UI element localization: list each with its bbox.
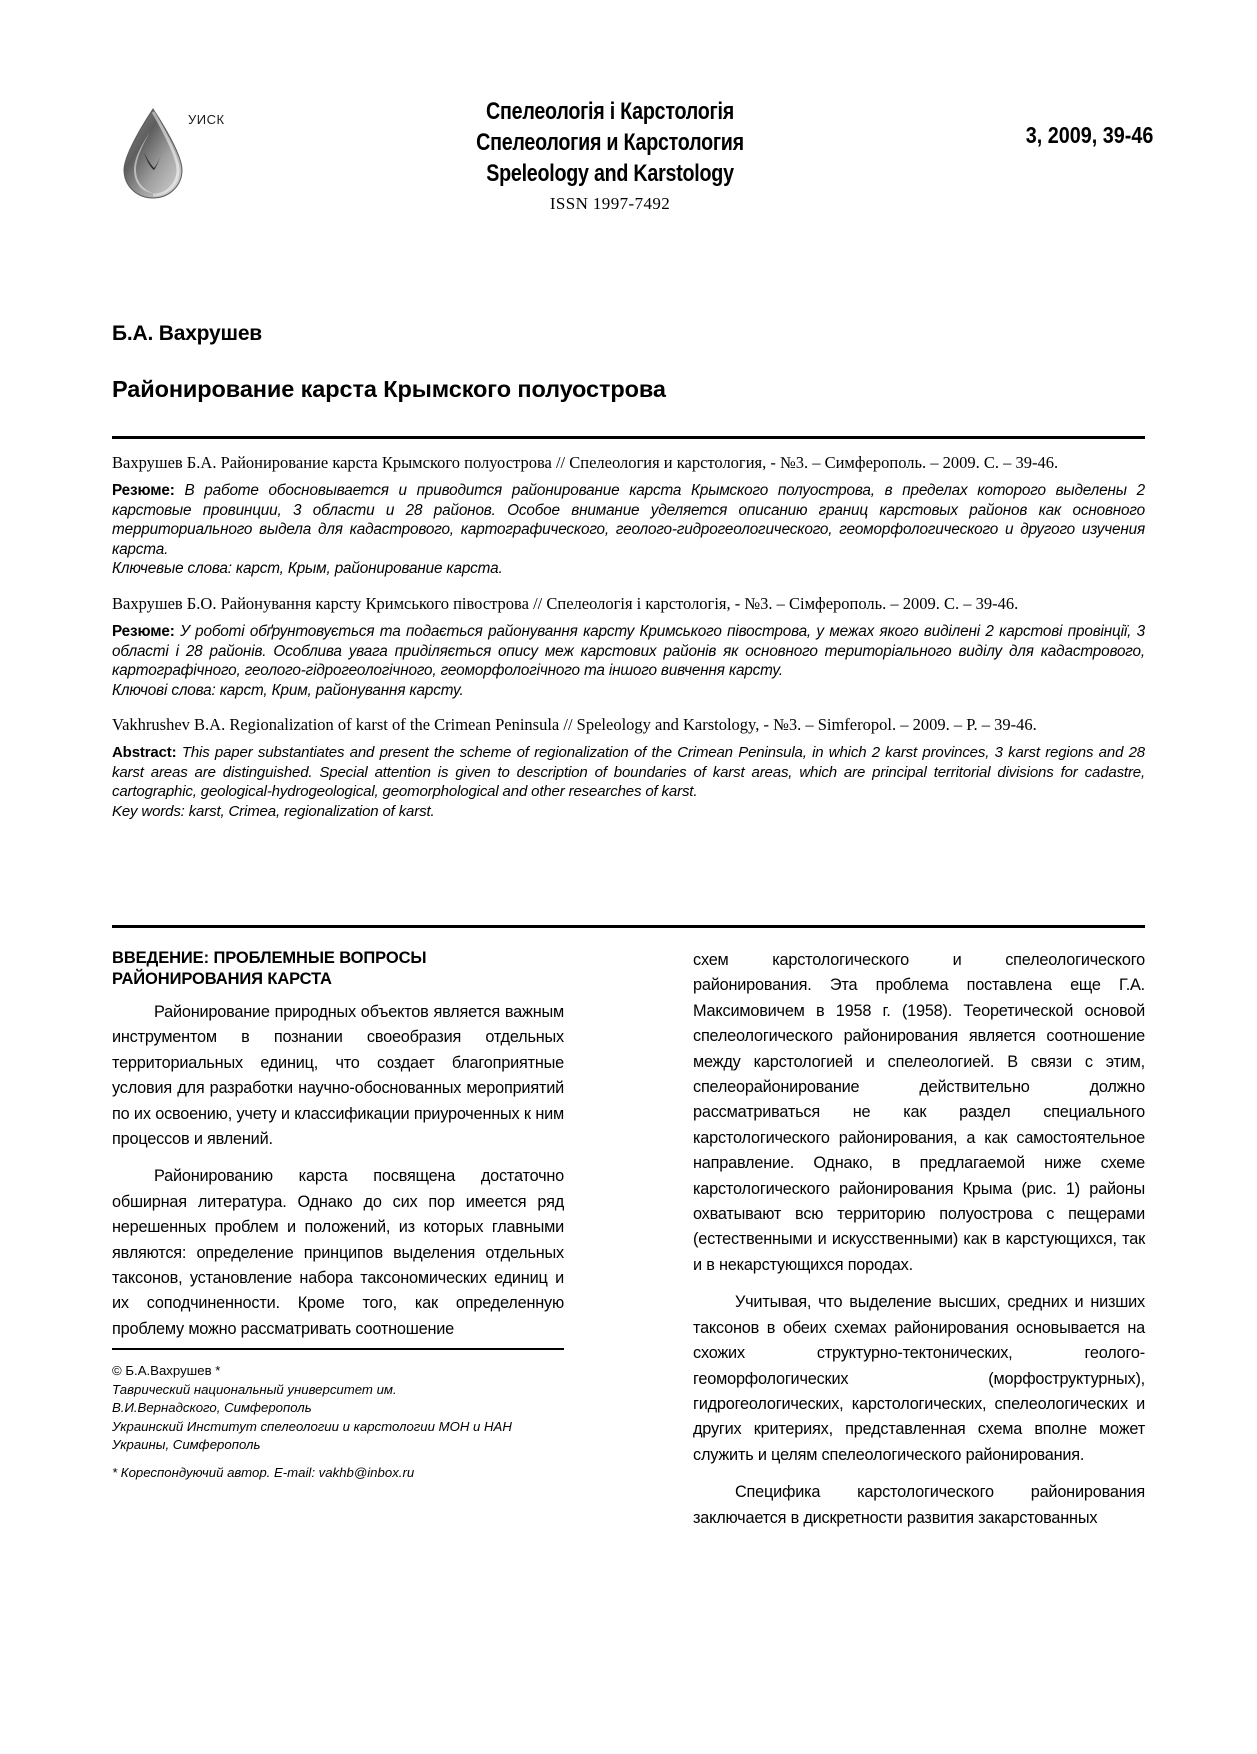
column-left [112,948,564,1354]
abstract-block-ru [112,452,1145,579]
keywords-uk: Ключові слова: карст, Крим, районування карсту. [112,681,464,699]
journal-title-ru: Спелеология и Карстология [476,129,744,156]
resume-text-uk: У роботі обґрунтовується та подається районування карсту Кримського півострова, у межах якого виділені 2 карстові провінції, 3 області і 28 районів. Особлива увага приділяється опису меж карстових районів як основного територіального виділу для кадастрового, картографічного, геолого-гідрогеологічного, геоморфологічного та іншого вивчення карсту. [112,622,1145,680]
journal-logo [112,94,242,206]
paragraph: схем карстологического и спелеологического районирования. Эта проблема поставлена еще Г.А. Максимовичем в 1958 г. (1958). Теоретической основой спелеологического районирования является соотношение между карстологией и спелеологией. В связи с этим, спелеорайонирование действительно должно рассматриваться не как раздел специального карстологического районирования, а как самостоятельное направление. Однако, в предлагаемой ниже схеме карстологического районирования Крыма (рис. 1) районы охватывают всю территорию полуострова с пещерами (естественными и искусственными) как в карстующихся, так и в некарстующихся породах. [693,951,1145,1274]
footnote-corresponding-author: * Кореспондуючий автор. E-mail: vakhb@inbox.ru [112,1464,415,1480]
journal-title-uk: Спелеологія і Карстологія [486,98,734,125]
footnote-affiliation-line1: Таврический национальный университет им. [112,1381,397,1397]
abstract-label-en: Abstract: [112,744,177,762]
journal-titles [330,96,890,214]
section-heading-introduction: ВВЕДЕНИЕ: ПРОБЛЕМНЫЕ ВОПРОСЫ РАЙОНИРОВАНИЯ КАРСТА [112,949,427,988]
abstract-text-en: This paper substantiates and present the scheme of regionalization of the Crimean Peninsula, in which 2 karst provinces, 3 karst regions and 28 karst areas are distinguished. Special attention is given to description of boundaries of karst areas, which are principal territorial divisions for cadastre, cartographic, geological-hydrogeological, geomorphological and other researches of karst. [112,744,1145,801]
footnote-block [112,1362,564,1483]
article-title: Районирование карста Крымского полуострова [112,376,666,402]
footnote-divider [112,1348,564,1350]
footnote-affiliation-line2: В.И.Вернадского, Симферополь [112,1400,312,1416]
masthead [0,86,1257,226]
divider-bottom [112,925,1145,928]
journal-issn: ISSN 1997-7492 [549,194,671,213]
resume-uk [112,622,1145,681]
paragraph: Районирование природных объектов является важным инструментом в познании своеобразия отдельных территориальных единиц, что создает благоприятные условия для разработки научно-обоснованных мероприятий по их освоению, учету и классификации приуроченных к ним процессов и явлений. [112,1003,564,1149]
citation-en: Vakhrushev B.A. Regionalization of karst of the Crimean Peninsula // Speleology and Karstology, - №3. – Simferopol. – 2009. – P. – 39-46. [112,715,1037,735]
resume-ru [112,481,1145,559]
paragraph: Учитывая, что выделение высших, средних и низших таксонов в обеих схемах районирования основывается на схожих структурно-тектонических, геолого-геоморфологических (морфоструктурных), гидрогеологических, карстологических, спелеологических и других критериях, представленная схема вполне может служить и целям спелеологического районирования. [693,1293,1145,1464]
journal-title-en: Speleology and Karstology [486,160,734,187]
citation-uk: Вахрушев Б.О. Районування карсту Кримського півострова // Спелеологія і карстологія, - №3. – Сімферополь. – 2009. С. – 39-46. [112,593,1019,613]
footnote-copyright: © Б.А.Вахрушев * [112,1363,221,1378]
logo-label: УИСК [188,112,225,127]
footnote-affiliation-line3: Украинский Институт спелеологии и карстологии МОН и НАН [112,1418,512,1434]
water-drop-logo-icon [120,108,186,200]
divider-top [112,436,1145,439]
abstract-block-en [112,714,1145,821]
abstract-en [112,743,1145,801]
article-author: Б.А. Вахрушев [112,322,263,345]
keywords-en: Key words: karst, Crimea, regionalization of karst. [112,802,435,820]
issue-reference: 3, 2009, 39-46 [1025,122,1153,148]
citation-ru: Вахрушев Б.А. Районирование карста Крымского полуострова // Спелеология и карстология, - №3. – Симферополь. – 2009. С. – 39-46. [112,453,1059,472]
resume-label-ru: Резюме: [112,482,175,499]
paragraph: Районированию карста посвящена достаточно обширная литература. Однако до сих пор имеется ряд нерешенных проблем и положений, из которых главными являются: определение принципов выделения отдельных таксонов, установление набора таксономических единиц и их соподчиненности. Кроме того, как определенную проблему можно рассматривать соотношение [112,1167,564,1338]
abstract-block-uk [112,593,1145,700]
keywords-ru: Ключевые слова: карст, Крым, районирование карста. [112,560,503,578]
footnote-affiliation-line4: Украины, Симферополь [112,1437,261,1453]
abstracts-section [112,452,1145,835]
column-right [693,948,1145,1543]
paragraph: Специфика карстологического районирования заключается в дискретности развития закарстованных [693,1483,1145,1527]
resume-text-ru: В работе обосновывается и приводится районирование карста Крымского полуострова, в пределах которого выделены 2 карстовые провинции, 3 области и 28 районов. Особое внимание уделяется описанию границ карстовых районов как основного территориального выдела для кадастрового, картографического, геолого-гидрогеологического, геоморфологического и другого изучения карста. [112,482,1145,558]
resume-label-uk: Резюме: [112,622,175,640]
footnote-spacer [112,1455,564,1464]
